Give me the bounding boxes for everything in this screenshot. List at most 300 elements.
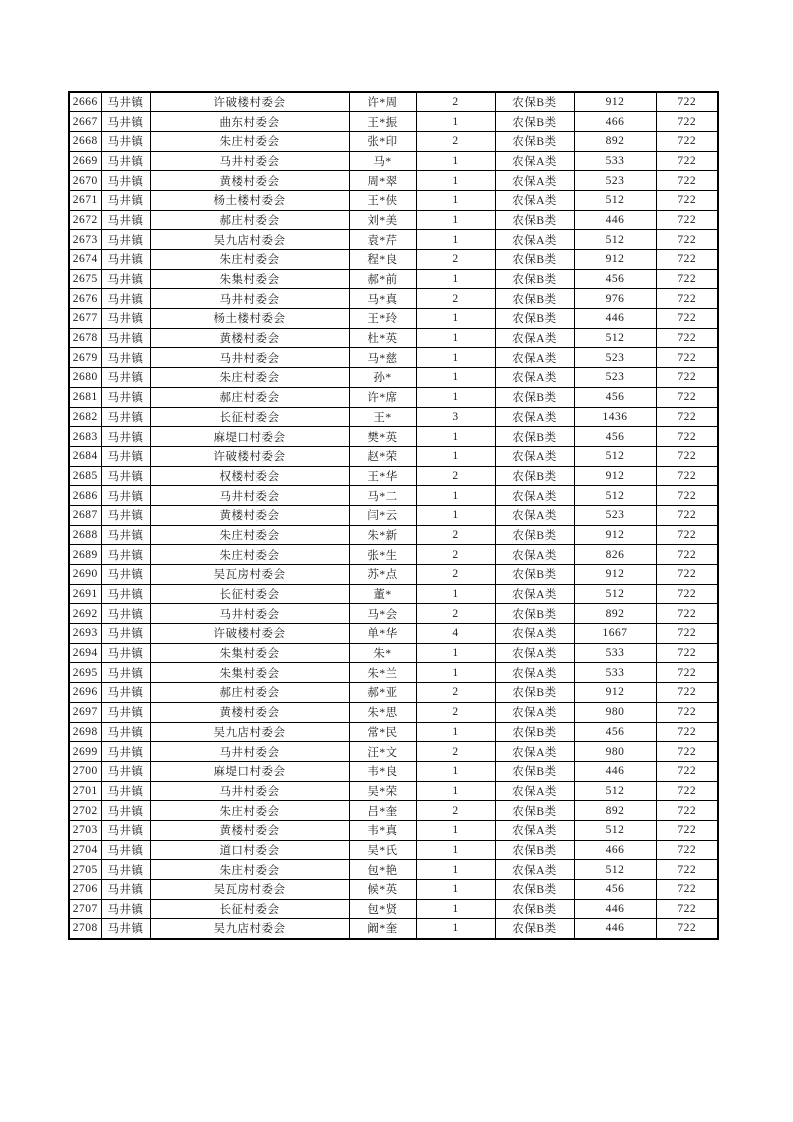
cell-amount: 456 [574,387,656,407]
cell-row-number: 2677 [69,309,101,329]
cell-row-number: 2693 [69,624,101,644]
cell-person-count: 1 [416,309,495,329]
cell-code: 722 [656,309,718,329]
cell-code: 722 [656,505,718,525]
table-row [69,820,718,840]
table-row [69,624,718,644]
cell-insurance-category: 农保A类 [495,742,574,762]
cell-person-count: 2 [416,683,495,703]
cell-amount: 1436 [574,407,656,427]
cell-amount: 912 [574,683,656,703]
cell-row-number: 2706 [69,880,101,900]
cell-code: 722 [656,112,718,132]
cell-insurance-category: 农保A类 [495,505,574,525]
table-row [69,545,718,565]
cell-row-number: 2678 [69,328,101,348]
cell-person-count: 2 [416,801,495,821]
cell-amount: 912 [574,92,656,112]
cell-village-committee: 吴瓦房村委会 [150,880,349,900]
cell-insurance-category: 农保A类 [495,624,574,644]
cell-village-committee: 许破楼村委会 [150,446,349,466]
cell-village-committee: 朱集村委会 [150,269,349,289]
cell-row-number: 2691 [69,584,101,604]
cell-person-name: 程*良 [349,250,416,270]
cell-person-name: 汪*文 [349,742,416,762]
cell-person-count: 4 [416,624,495,644]
cell-person-count: 2 [416,545,495,565]
cell-row-number: 2695 [69,663,101,683]
cell-insurance-category: 农保A类 [495,171,574,191]
cell-insurance-category: 农保B类 [495,899,574,919]
cell-village-committee: 朱庄村委会 [150,250,349,270]
cell-village-committee: 马井村委会 [150,289,349,309]
cell-amount: 826 [574,545,656,565]
cell-person-count: 2 [416,250,495,270]
table-row [69,328,718,348]
cell-person-name: 马* [349,151,416,171]
table-row [69,190,718,210]
cell-person-count: 1 [416,348,495,368]
cell-town: 马井镇 [101,742,150,762]
cell-row-number: 2701 [69,781,101,801]
cell-row-number: 2700 [69,761,101,781]
cell-insurance-category: 农保A类 [495,446,574,466]
table-row [69,407,718,427]
cell-town: 马井镇 [101,880,150,900]
table-body [69,92,718,939]
cell-town: 马井镇 [101,604,150,624]
cell-insurance-category: 农保B类 [495,309,574,329]
cell-row-number: 2688 [69,525,101,545]
cell-village-committee: 郝庄村委会 [150,210,349,230]
cell-code: 722 [656,722,718,742]
cell-person-count: 1 [416,643,495,663]
cell-code: 722 [656,742,718,762]
cell-town: 马井镇 [101,151,150,171]
cell-person-name: 王*振 [349,112,416,132]
cell-insurance-category: 农保B类 [495,604,574,624]
table-row [69,565,718,585]
cell-amount: 912 [574,250,656,270]
cell-row-number: 2668 [69,131,101,151]
table-row [69,348,718,368]
cell-person-name: 包*艳 [349,860,416,880]
cell-town: 马井镇 [101,250,150,270]
cell-row-number: 2685 [69,466,101,486]
cell-amount: 512 [574,486,656,506]
cell-village-committee: 朱庄村委会 [150,801,349,821]
table-row [69,505,718,525]
cell-amount: 533 [574,663,656,683]
cell-town: 马井镇 [101,269,150,289]
cell-person-name: 候*英 [349,880,416,900]
cell-amount: 512 [574,820,656,840]
cell-town: 马井镇 [101,899,150,919]
cell-amount: 533 [574,151,656,171]
cell-village-committee: 吴九店村委会 [150,722,349,742]
cell-town: 马井镇 [101,289,150,309]
cell-amount: 512 [574,328,656,348]
table-row [69,742,718,762]
cell-row-number: 2671 [69,190,101,210]
cell-amount: 446 [574,761,656,781]
cell-amount: 912 [574,466,656,486]
cell-code: 722 [656,171,718,191]
cell-person-name: 王*玲 [349,309,416,329]
cell-village-committee: 马井村委会 [150,742,349,762]
cell-row-number: 2699 [69,742,101,762]
cell-village-committee: 黄楼村委会 [150,702,349,722]
cell-row-number: 2703 [69,820,101,840]
cell-code: 722 [656,683,718,703]
cell-row-number: 2694 [69,643,101,663]
cell-row-number: 2672 [69,210,101,230]
cell-row-number: 2682 [69,407,101,427]
cell-amount: 456 [574,269,656,289]
cell-row-number: 2687 [69,505,101,525]
cell-person-name: 阚*奎 [349,919,416,939]
cell-code: 722 [656,210,718,230]
table-row [69,269,718,289]
cell-village-committee: 杨土楼村委会 [150,309,349,329]
cell-person-count: 1 [416,269,495,289]
cell-village-committee: 朱集村委会 [150,643,349,663]
cell-village-committee: 吴九店村委会 [150,919,349,939]
cell-village-committee: 黄楼村委会 [150,328,349,348]
cell-code: 722 [656,407,718,427]
cell-village-committee: 麻堤口村委会 [150,427,349,447]
cell-person-count: 1 [416,328,495,348]
cell-village-committee: 吴九店村委会 [150,230,349,250]
cell-town: 马井镇 [101,820,150,840]
cell-person-name: 马*慈 [349,348,416,368]
cell-insurance-category: 农保A类 [495,407,574,427]
cell-person-name: 吕*奎 [349,801,416,821]
cell-row-number: 2704 [69,840,101,860]
cell-town: 马井镇 [101,840,150,860]
table-row [69,309,718,329]
table-row [69,250,718,270]
cell-person-count: 1 [416,781,495,801]
cell-town: 马井镇 [101,446,150,466]
cell-amount: 456 [574,427,656,447]
cell-town: 马井镇 [101,663,150,683]
cell-town: 马井镇 [101,427,150,447]
cell-insurance-category: 农保B类 [495,92,574,112]
cell-insurance-category: 农保A类 [495,643,574,663]
cell-person-name: 朱*新 [349,525,416,545]
cell-code: 722 [656,387,718,407]
cell-code: 722 [656,131,718,151]
cell-person-name: 许*周 [349,92,416,112]
cell-person-count: 2 [416,565,495,585]
table-row [69,486,718,506]
cell-code: 722 [656,289,718,309]
cell-village-committee: 朱庄村委会 [150,368,349,388]
cell-person-name: 张*生 [349,545,416,565]
cell-town: 马井镇 [101,368,150,388]
cell-code: 722 [656,624,718,644]
cell-amount: 446 [574,210,656,230]
cell-amount: 980 [574,702,656,722]
cell-person-name: 赵*荣 [349,446,416,466]
cell-person-name: 孙* [349,368,416,388]
cell-person-count: 1 [416,210,495,230]
cell-person-name: 袁*芹 [349,230,416,250]
table-row [69,663,718,683]
cell-village-committee: 马井村委会 [150,781,349,801]
cell-amount: 456 [574,722,656,742]
cell-code: 722 [656,604,718,624]
cell-town: 马井镇 [101,801,150,821]
cell-person-name: 朱*思 [349,702,416,722]
cell-row-number: 2674 [69,250,101,270]
cell-row-number: 2666 [69,92,101,112]
cell-amount: 446 [574,919,656,939]
cell-person-count: 1 [416,899,495,919]
beneficiary-table [68,91,719,940]
cell-row-number: 2708 [69,919,101,939]
cell-person-name: 刘*美 [349,210,416,230]
table-row [69,131,718,151]
cell-insurance-category: 农保A类 [495,328,574,348]
cell-person-count: 1 [416,663,495,683]
cell-insurance-category: 农保B类 [495,269,574,289]
cell-insurance-category: 农保B类 [495,210,574,230]
cell-amount: 533 [574,643,656,663]
cell-town: 马井镇 [101,545,150,565]
cell-village-committee: 朱庄村委会 [150,860,349,880]
cell-code: 722 [656,899,718,919]
cell-village-committee: 许破楼村委会 [150,624,349,644]
cell-amount: 980 [574,742,656,762]
table-row [69,446,718,466]
table-row [69,643,718,663]
table-row [69,289,718,309]
cell-code: 722 [656,427,718,447]
cell-person-name: 张*印 [349,131,416,151]
cell-amount: 523 [574,171,656,191]
cell-town: 马井镇 [101,643,150,663]
cell-village-committee: 黄楼村委会 [150,505,349,525]
cell-person-count: 2 [416,289,495,309]
cell-code: 722 [656,761,718,781]
cell-amount: 512 [574,446,656,466]
table-row [69,210,718,230]
cell-code: 722 [656,781,718,801]
cell-town: 马井镇 [101,781,150,801]
cell-person-name: 王*华 [349,466,416,486]
cell-person-count: 1 [416,880,495,900]
cell-person-name: 朱* [349,643,416,663]
cell-person-name: 樊*英 [349,427,416,447]
cell-village-committee: 马井村委会 [150,486,349,506]
cell-insurance-category: 农保A类 [495,663,574,683]
cell-town: 马井镇 [101,919,150,939]
cell-insurance-category: 农保A类 [495,190,574,210]
cell-row-number: 2689 [69,545,101,565]
cell-amount: 512 [574,230,656,250]
table-row [69,171,718,191]
cell-insurance-category: 农保A类 [495,781,574,801]
table-row [69,112,718,132]
cell-insurance-category: 农保A类 [495,584,574,604]
table-row [69,761,718,781]
cell-village-committee: 马井村委会 [150,604,349,624]
cell-village-committee: 郝庄村委会 [150,683,349,703]
table-row [69,860,718,880]
cell-person-name: 董* [349,584,416,604]
cell-village-committee: 黄楼村委会 [150,820,349,840]
cell-town: 马井镇 [101,565,150,585]
cell-insurance-category: 农保A类 [495,702,574,722]
cell-village-committee: 道口村委会 [150,840,349,860]
cell-person-count: 2 [416,604,495,624]
cell-code: 722 [656,348,718,368]
cell-code: 722 [656,368,718,388]
cell-town: 马井镇 [101,702,150,722]
cell-code: 722 [656,466,718,486]
cell-code: 722 [656,250,718,270]
cell-person-name: 闫*云 [349,505,416,525]
cell-village-committee: 马井村委会 [150,151,349,171]
cell-row-number: 2680 [69,368,101,388]
table-row [69,466,718,486]
cell-person-name: 马*会 [349,604,416,624]
cell-row-number: 2676 [69,289,101,309]
table-row [69,584,718,604]
table-row [69,702,718,722]
cell-row-number: 2673 [69,230,101,250]
cell-person-name: 苏*点 [349,565,416,585]
cell-insurance-category: 农保A类 [495,486,574,506]
cell-row-number: 2686 [69,486,101,506]
cell-village-committee: 马井村委会 [150,348,349,368]
table-row [69,880,718,900]
cell-code: 722 [656,801,718,821]
cell-insurance-category: 农保A类 [495,820,574,840]
cell-person-count: 2 [416,742,495,762]
cell-town: 马井镇 [101,387,150,407]
cell-amount: 456 [574,880,656,900]
cell-row-number: 2696 [69,683,101,703]
cell-person-name: 周*翠 [349,171,416,191]
cell-town: 马井镇 [101,407,150,427]
cell-insurance-category: 农保B类 [495,289,574,309]
cell-amount: 446 [574,309,656,329]
cell-insurance-category: 农保B类 [495,131,574,151]
cell-insurance-category: 农保A类 [495,860,574,880]
cell-person-name: 许*席 [349,387,416,407]
table-row [69,840,718,860]
cell-town: 马井镇 [101,860,150,880]
cell-amount: 512 [574,584,656,604]
cell-town: 马井镇 [101,328,150,348]
cell-person-name: 王* [349,407,416,427]
cell-town: 马井镇 [101,190,150,210]
cell-code: 722 [656,328,718,348]
cell-insurance-category: 农保B类 [495,801,574,821]
cell-amount: 912 [574,565,656,585]
cell-person-count: 1 [416,112,495,132]
cell-village-committee: 麻堤口村委会 [150,761,349,781]
cell-code: 722 [656,702,718,722]
cell-row-number: 2698 [69,722,101,742]
cell-amount: 892 [574,131,656,151]
cell-code: 722 [656,486,718,506]
cell-insurance-category: 农保B类 [495,112,574,132]
cell-code: 722 [656,820,718,840]
cell-person-count: 1 [416,820,495,840]
cell-person-count: 1 [416,486,495,506]
cell-amount: 523 [574,505,656,525]
cell-town: 马井镇 [101,171,150,191]
cell-insurance-category: 农保A类 [495,151,574,171]
cell-town: 马井镇 [101,584,150,604]
cell-person-count: 2 [416,131,495,151]
cell-row-number: 2670 [69,171,101,191]
cell-amount: 523 [574,348,656,368]
cell-person-name: 吴*荣 [349,781,416,801]
cell-amount: 466 [574,840,656,860]
cell-person-name: 杜*英 [349,328,416,348]
cell-code: 722 [656,565,718,585]
cell-insurance-category: 农保A类 [495,230,574,250]
cell-town: 马井镇 [101,525,150,545]
cell-village-committee: 朱庄村委会 [150,545,349,565]
cell-person-count: 2 [416,702,495,722]
table-row [69,387,718,407]
cell-person-name: 朱*兰 [349,663,416,683]
cell-person-name: 包*贤 [349,899,416,919]
cell-insurance-category: 农保B类 [495,880,574,900]
table-row [69,899,718,919]
cell-amount: 512 [574,860,656,880]
cell-code: 722 [656,151,718,171]
cell-insurance-category: 农保B类 [495,761,574,781]
cell-row-number: 2690 [69,565,101,585]
cell-person-name: 单*华 [349,624,416,644]
cell-person-name: 王*侠 [349,190,416,210]
cell-person-name: 郝*前 [349,269,416,289]
cell-village-committee: 朱集村委会 [150,663,349,683]
cell-code: 722 [656,919,718,939]
cell-amount: 1667 [574,624,656,644]
cell-town: 马井镇 [101,486,150,506]
cell-village-committee: 吴瓦房村委会 [150,565,349,585]
cell-person-name: 吴*氏 [349,840,416,860]
cell-person-count: 1 [416,151,495,171]
table-row [69,368,718,388]
cell-person-count: 1 [416,171,495,191]
cell-row-number: 2669 [69,151,101,171]
cell-town: 马井镇 [101,466,150,486]
cell-amount: 892 [574,801,656,821]
cell-insurance-category: 农保B类 [495,840,574,860]
cell-village-committee: 权楼村委会 [150,466,349,486]
cell-code: 722 [656,269,718,289]
cell-insurance-category: 农保B类 [495,722,574,742]
cell-person-count: 1 [416,761,495,781]
cell-insurance-category: 农保B类 [495,466,574,486]
cell-person-count: 1 [416,505,495,525]
cell-row-number: 2684 [69,446,101,466]
cell-row-number: 2683 [69,427,101,447]
table-row [69,781,718,801]
cell-code: 722 [656,446,718,466]
cell-insurance-category: 农保A类 [495,348,574,368]
cell-person-count: 1 [416,722,495,742]
